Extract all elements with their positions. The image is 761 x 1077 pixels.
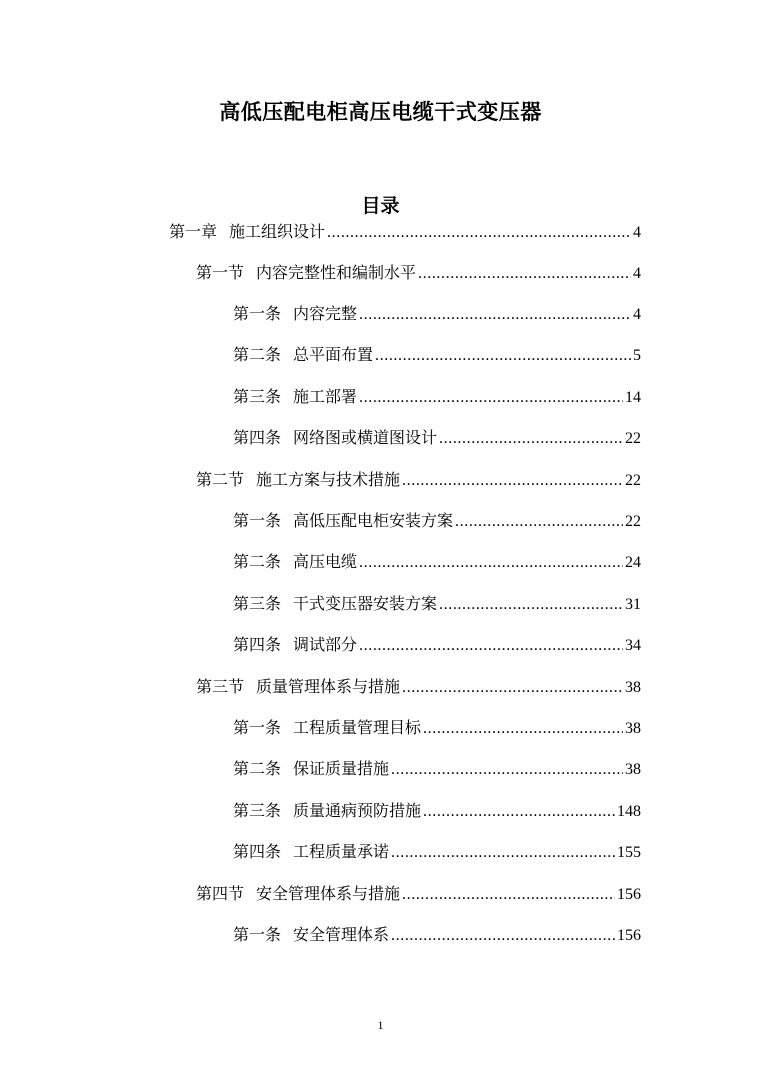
dot-leader: [359, 553, 623, 573]
toc-entry-number: 第一节: [196, 263, 245, 282]
toc-entry-number: 第三条: [233, 801, 282, 820]
toc-entry-title: 施工组织设计: [229, 222, 326, 241]
toc-entry-number: 第四条: [233, 842, 282, 861]
toc-entry-page: 5: [633, 347, 641, 364]
toc-entry-title: 质量通病预防措施: [293, 801, 422, 820]
toc-entry[interactable]: [233, 842, 641, 863]
toc-entry-title: 保证质量措施: [293, 759, 390, 778]
dot-leader: [359, 388, 623, 408]
dot-leader: [423, 719, 623, 739]
document-title: 高低压配电柜高压电缆干式变压器: [219, 100, 542, 124]
toc-entry[interactable]: [233, 345, 641, 366]
dot-leader: [359, 636, 623, 656]
toc-entry-page: 22: [625, 430, 641, 447]
toc-entry[interactable]: [196, 470, 641, 491]
toc-entry-page: 22: [625, 513, 641, 530]
toc-entry-number: 第二条: [233, 759, 282, 778]
toc-entry-title: 总平面布置: [293, 345, 374, 364]
dot-leader: [391, 926, 615, 946]
toc-entry-page: 4: [633, 306, 641, 323]
toc-entry-number: 第一条: [233, 304, 282, 323]
toc-entry-number: 第四条: [233, 635, 282, 654]
dot-leader: [455, 512, 623, 532]
dot-leader: [423, 802, 615, 822]
toc-entry-number: 第四条: [233, 428, 282, 447]
toc-entry-number: 第二条: [233, 552, 282, 571]
toc-entry-page: 24: [625, 554, 641, 571]
toc-entry[interactable]: [233, 801, 641, 822]
toc-entry-title: 安全管理体系: [293, 925, 390, 944]
toc-entry[interactable]: [233, 511, 641, 532]
toc-entry-title: 干式变压器安装方案: [293, 594, 438, 613]
toc-entry-number: 第三条: [233, 594, 282, 613]
toc-entry[interactable]: [196, 677, 641, 698]
toc-entry-page: 4: [633, 265, 641, 282]
toc-entry[interactable]: [233, 925, 641, 946]
toc-entry[interactable]: [233, 387, 641, 408]
toc-entry-page: 148: [617, 803, 641, 820]
toc-entry[interactable]: [233, 635, 641, 656]
dot-leader: [327, 223, 631, 243]
toc-entry-page: 155: [617, 844, 641, 861]
toc-entry[interactable]: [233, 428, 641, 449]
toc-entry[interactable]: [233, 552, 641, 573]
toc-entry-page: 22: [625, 472, 641, 489]
toc-entry-title: 施工部署: [293, 387, 358, 406]
toc-entry-number: 第一章: [169, 222, 218, 241]
toc-entry-number: 第三条: [233, 387, 282, 406]
toc-entry-number: 第三节: [196, 677, 245, 696]
toc-entry-title: 内容完整: [293, 304, 358, 323]
toc-entry-title: 内容完整性和编制水平: [256, 263, 417, 282]
toc-entry-number: 第一条: [233, 718, 282, 737]
toc-heading: 目录: [361, 195, 400, 217]
toc-entry[interactable]: [196, 263, 641, 284]
toc-entry[interactable]: [233, 304, 641, 325]
dot-leader: [391, 843, 615, 863]
toc-entry-number: 第二节: [196, 470, 245, 489]
toc-entry[interactable]: [196, 884, 641, 905]
toc-entry[interactable]: [233, 594, 641, 615]
toc-entry-page: 38: [625, 679, 641, 696]
toc-entry-page: 31: [625, 596, 641, 613]
toc-entry-page: 156: [617, 927, 641, 944]
toc-entry-title: 安全管理体系与措施: [256, 884, 401, 903]
toc-entry-page: 14: [625, 389, 641, 406]
toc-entry-number: 第一条: [233, 925, 282, 944]
toc-entry-number: 第二条: [233, 345, 282, 364]
toc-entry-title: 高低压配电柜安装方案: [293, 511, 454, 530]
toc-entry-page: 4: [633, 224, 641, 241]
toc-entry[interactable]: [233, 759, 641, 780]
toc-entry-title: 施工方案与技术措施: [256, 470, 401, 489]
toc-entry-page: 34: [625, 637, 641, 654]
toc-entry-title: 工程质量管理目标: [293, 718, 422, 737]
toc-entry-title: 调试部分: [293, 635, 358, 654]
dot-leader: [391, 760, 623, 780]
toc-entry-title: 网络图或横道图设计: [293, 428, 438, 447]
dot-leader: [402, 678, 623, 698]
toc-entry[interactable]: [233, 718, 641, 739]
toc-entry-title: 质量管理体系与措施: [256, 677, 401, 696]
toc-entry-title: 高压电缆: [293, 552, 358, 571]
dot-leader: [439, 595, 623, 615]
toc-entry-page: 38: [625, 720, 641, 737]
toc-entry-page: 156: [617, 886, 641, 903]
dot-leader: [359, 305, 631, 325]
dot-leader: [402, 885, 615, 905]
toc-entry-number: 第一条: [233, 511, 282, 530]
dot-leader: [375, 346, 631, 366]
dot-leader: [418, 264, 631, 284]
toc-entry-title: 工程质量承诺: [293, 842, 390, 861]
dot-leader: [402, 471, 623, 491]
toc-entry-number: 第四节: [196, 884, 245, 903]
page-number: 1: [377, 1018, 384, 1032]
toc-entry-page: 38: [625, 761, 641, 778]
dot-leader: [439, 429, 623, 449]
toc-entry[interactable]: [169, 222, 641, 243]
